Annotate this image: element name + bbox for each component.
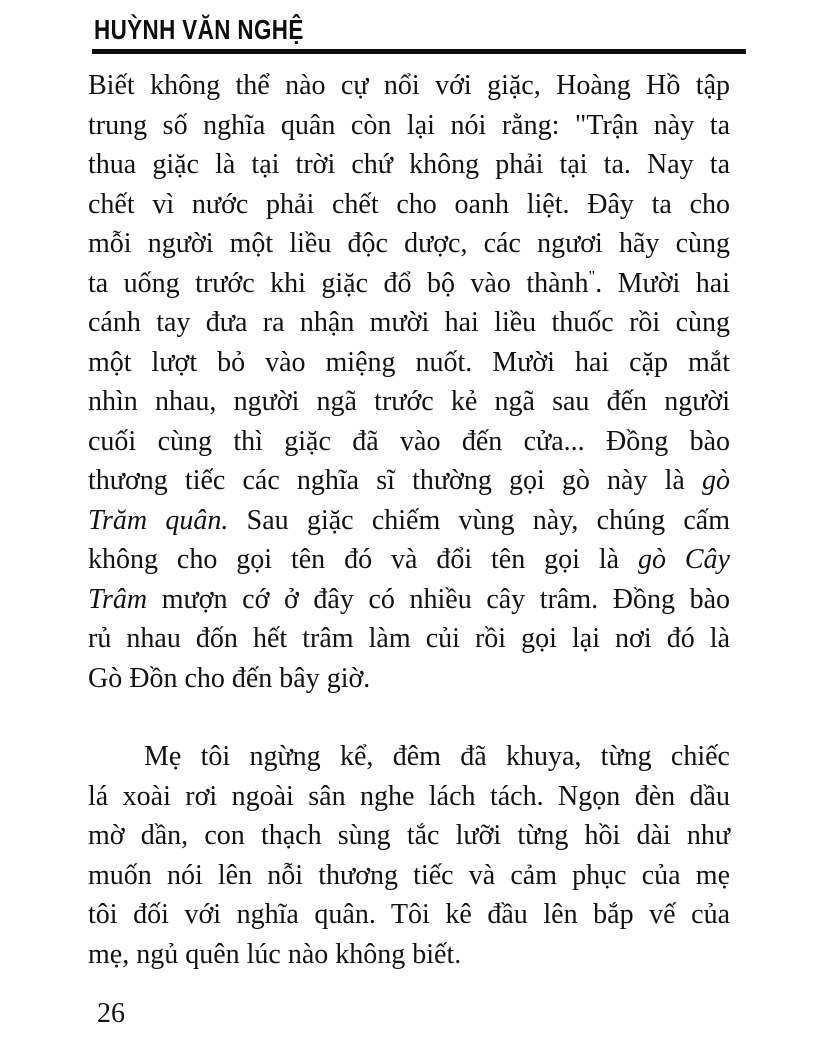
text-line [88, 461, 730, 501]
text-line [88, 895, 730, 935]
paragraph [88, 66, 730, 698]
text-segment: mỗi người một liều độc dược, các ngươi hãy cùng [88, 228, 730, 259]
paragraph [88, 737, 730, 974]
superscript-quote: " [588, 267, 596, 286]
text-segment: tôi đối với nghĩa quân. Tôi kê đầu lên bắp vế của [88, 899, 730, 930]
text-line [88, 422, 730, 462]
text-segment: mượn cớ ở đây có nhiều cây trâm. Đồng bào [147, 583, 730, 615]
text-line [88, 145, 730, 185]
text-line [88, 816, 730, 856]
text-line [88, 935, 730, 975]
text-body [88, 66, 730, 974]
text-line [88, 501, 730, 541]
text-segment: thua giặc là tại trời chứ không phải tại ta. Nay ta [88, 149, 730, 180]
text-segment: Gò Đồn cho đến bây giờ. [88, 662, 371, 694]
text-line [88, 540, 730, 580]
text-line [88, 737, 730, 777]
text-line [88, 659, 730, 699]
running-header [94, 14, 356, 46]
text-segment: Biết không thể nào cự nổi với giặc, Hoàng Hồ tập [88, 70, 730, 101]
text-segment: . Mười hai [595, 267, 730, 299]
text-segment: một lượt bỏ vào miệng nuốt. Mười hai cặp mắt [88, 346, 730, 378]
text-segment: Sau giặc chiếm vùng này, chúng cấm [228, 504, 730, 536]
header-rule [92, 49, 746, 54]
page-number: 26 [97, 998, 125, 1029]
text-segment: cánh tay đưa ra nhận mười hai liều thuốc rồi cùng [88, 307, 730, 338]
text-segment: ta uống trước khi giặc đổ bộ vào thành [88, 267, 589, 299]
text-segment: lá xoài rơi ngoài sân nghe lách tách. Ngọn đèn dầu [88, 780, 730, 812]
text-line [88, 777, 730, 817]
text-segment: chết vì nước phải chết cho oanh liệt. Đây ta cho [88, 188, 730, 220]
text-segment: nhìn nhau, người ngã trước kẻ ngã sau đến người [88, 386, 730, 417]
text-line [88, 185, 730, 225]
text-segment: cuối cùng thì giặc đã vào đến cửa... Đồng bào [88, 425, 730, 457]
text-line [88, 856, 730, 896]
page-header-title: HUỲNH VĂN NGHỆ [94, 14, 304, 45]
italic-phrase: Trăm quân. [88, 504, 229, 536]
text-segment: mẹ, ngủ quên lúc nào không biết. [88, 938, 462, 970]
italic-phrase: gò Cây [637, 544, 730, 575]
text-line [88, 106, 730, 146]
text-segment: thương tiếc các nghĩa sĩ thường gọi gò này là [88, 465, 702, 496]
text-line [88, 580, 730, 620]
italic-phrase: Trâm [88, 583, 148, 615]
text-segment: không cho gọi tên đó và đổi tên gọi là [88, 544, 638, 575]
text-line [88, 343, 730, 383]
text-line [88, 224, 730, 264]
text-line [88, 382, 730, 422]
text-segment: trung số nghĩa quân còn lại nói rằng: "Trận này ta [88, 109, 730, 141]
text-segment: muốn nói lên nỗi thương tiếc và cảm phục của mẹ [88, 859, 730, 891]
text-line [88, 264, 730, 304]
text-line [88, 66, 730, 106]
text-line [88, 619, 730, 659]
italic-phrase: gò [702, 465, 730, 496]
text-line [88, 303, 730, 343]
text-segment: Mẹ tôi ngừng kể, đêm đã khuya, từng chiếc [144, 741, 730, 772]
text-segment: mờ dần, con thạch sùng tắc lưỡi từng hồi dài như [88, 820, 730, 851]
text-segment: rủ nhau đốn hết trâm làm củi rồi gọi lại nơi đó là [88, 623, 730, 654]
